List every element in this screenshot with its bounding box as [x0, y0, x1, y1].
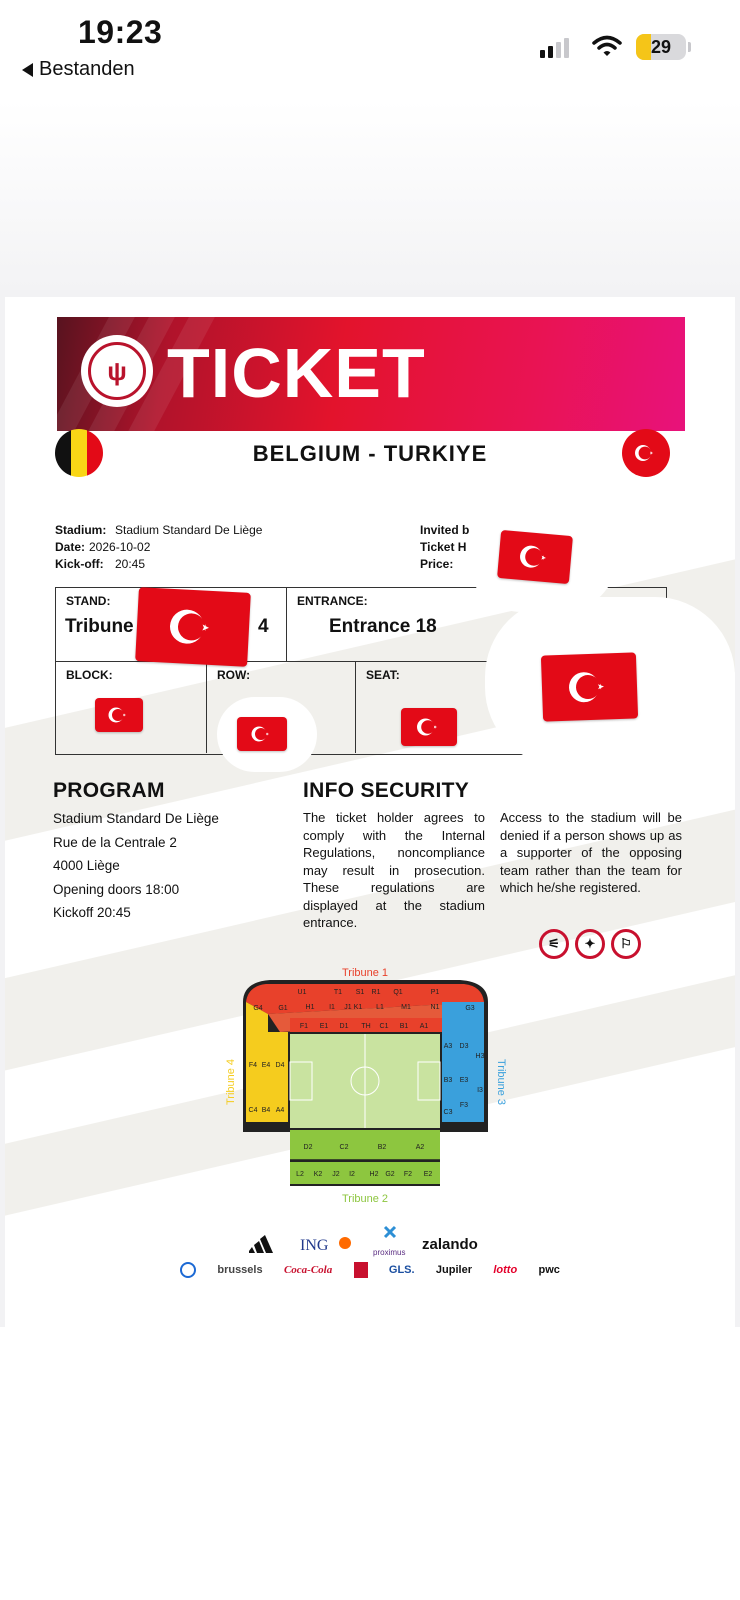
sponsor-ing: ING — [300, 1237, 329, 1254]
ticket-holder-label: Ticket H — [420, 540, 467, 554]
match-title: BELGIUM - TURKIYE — [252, 441, 488, 466]
stadium-block-label: L2 — [296, 1171, 304, 1178]
stadium-map — [220, 962, 510, 1212]
stadium-block-label: D2 — [303, 1144, 313, 1151]
sponsor-zalando: zalando — [422, 1236, 478, 1253]
back-label: Bestanden — [39, 58, 135, 80]
stadium-block-label: I2 — [349, 1171, 355, 1178]
status-time: 19:23 — [78, 14, 163, 50]
ticket-banner — [57, 317, 685, 431]
invited-label: Invited b — [420, 523, 470, 537]
stadium-block-label: N1 — [430, 1004, 440, 1011]
stadium-block-label: TH — [361, 1023, 371, 1030]
date-value: 2026-10-02 — [89, 540, 151, 554]
kickoff-value: 20:45 — [115, 557, 146, 571]
tribune-3-label: Tribune 3 — [495, 1058, 507, 1106]
stadium-block-label: A3 — [443, 1043, 453, 1050]
stadium-block-label: Q1 — [393, 989, 403, 996]
stand-label: STAND: — [66, 594, 111, 608]
stadium-value: Stadium Standard De Liège — [115, 523, 263, 537]
stadium-block-label: F1 — [299, 1023, 309, 1030]
row-label: ROW: — [217, 668, 251, 682]
back-arrow-icon — [22, 63, 33, 77]
stadium-block-label: H1 — [305, 1004, 315, 1011]
turkey-flag-icon — [401, 708, 457, 746]
stadium-block-label: A4 — [275, 1107, 285, 1114]
secondary-sponsors — [180, 1260, 560, 1280]
stadium-block-label: B4 — [261, 1107, 271, 1114]
stadium-block-label: A1 — [419, 1023, 429, 1030]
entrance-label: ENTRANCE: — [297, 594, 368, 608]
stadium-block-label: P1 — [430, 989, 440, 996]
stadium-block-label: G1 — [278, 1005, 288, 1012]
stadium-block-label: B3 — [443, 1077, 453, 1084]
stadium-block-label: J2 — [332, 1171, 340, 1178]
stand-number: 4 — [258, 616, 269, 637]
stadium-block-label: L1 — [376, 1004, 384, 1011]
viewer-background — [0, 100, 740, 290]
stadium-block-label: R1 — [371, 989, 381, 996]
stadium-label: Stadium: — [55, 523, 107, 537]
main-sponsors — [245, 1221, 505, 1261]
program-line: Rue de la Centrale 2 — [53, 834, 177, 850]
stadium-block-label: F2 — [403, 1171, 413, 1178]
stadium-block-label: H2 — [369, 1171, 379, 1178]
program-line: Opening doors 18:00 — [53, 881, 180, 897]
stadium-block-label: C1 — [379, 1023, 389, 1030]
no-fireworks-icon: ✦ — [575, 929, 605, 959]
stadium-block-label: U1 — [297, 989, 307, 996]
stadium-block-label: D3 — [459, 1043, 469, 1050]
stadium-block-label: M1 — [401, 1004, 411, 1011]
stadium-block-label: B2 — [377, 1144, 387, 1151]
adidas-logo-icon — [249, 1235, 273, 1253]
battery-icon — [636, 34, 686, 60]
stadium-block-label: F3 — [459, 1102, 469, 1109]
date-label: Date: — [55, 540, 86, 554]
stadium-block-label: T1 — [333, 989, 343, 996]
stadium-block-label: C2 — [339, 1144, 349, 1151]
block-label: BLOCK: — [66, 668, 113, 682]
stadium-block-label: F4 — [248, 1062, 258, 1069]
tribune-1-label: Tribune 1 — [341, 967, 389, 979]
kickoff-label: Kick-off: — [55, 557, 104, 571]
sponsor-proximus: proximus — [373, 1248, 406, 1257]
battery-level: 29 — [650, 37, 672, 57]
tribune-4-label: Tribune 4 — [225, 1058, 237, 1106]
program-line: 4000 Liège — [53, 858, 120, 873]
security-text-col2: Access to the stadium will be denied if a person shows up as a supporter of the opposing team rather than the team for which he/she registered. — [500, 810, 682, 895]
stadium-block-label: G2 — [385, 1171, 395, 1178]
entrance-value: Entrance 18 — [329, 616, 437, 637]
wifi-icon — [592, 34, 622, 58]
match-info — [55, 522, 262, 573]
stadium-block-label: D4 — [275, 1062, 285, 1069]
sponsor-gls: GLS. — [388, 1264, 415, 1276]
price-label: Price: — [420, 557, 454, 571]
cote-dor-logo-icon — [354, 1262, 368, 1278]
stadium-block-label: K1 — [353, 1004, 363, 1011]
signal-icon — [540, 38, 569, 58]
stadium-block-label: B1 — [399, 1023, 409, 1030]
stadium-block-label: G4 — [253, 1005, 263, 1012]
no-smoking-icon: ⚟ — [539, 929, 569, 959]
turkey-flag-icon — [237, 717, 287, 751]
ticket-document — [5, 297, 735, 1327]
stadium-block-label: K2 — [313, 1171, 323, 1178]
turkey-flag-icon — [497, 530, 573, 584]
ticket-heading: TICKET — [167, 334, 426, 412]
security-text-col1: The ticket holder agrees to comply with the Internal Regulations, noncompliance may result in prosecution. These regulations are displayed at the stadium entrance. — [303, 810, 485, 930]
stadium-block-label: J1 — [344, 1004, 352, 1011]
stadium-block-label: A2 — [415, 1144, 425, 1151]
sponsor-pwc: pwc — [538, 1264, 560, 1276]
stadium-block-label: C3 — [443, 1109, 453, 1116]
stadium-block-label: S1 — [355, 989, 365, 996]
program-heading: PROGRAM — [53, 779, 165, 802]
stadium-block-label: E4 — [261, 1062, 271, 1069]
viewer-background-bottom — [0, 1327, 740, 1600]
stadium-block-label: D1 — [339, 1023, 349, 1030]
sponsor-coca-cola: Coca-Cola — [283, 1264, 333, 1276]
status-bar — [0, 0, 740, 100]
battery-cap — [688, 42, 691, 52]
no-glass-icon: ⚐ — [611, 929, 641, 959]
sponsor-lotto: lotto — [493, 1264, 518, 1276]
stadium-block-label: C4 — [248, 1107, 258, 1114]
stadium-block-label: G3 — [465, 1005, 475, 1012]
red-devils-emblem-icon: ψ — [81, 335, 153, 407]
stadium-block-label: H3 — [475, 1053, 485, 1060]
stand-value: Tribune — [65, 616, 134, 637]
turkey-flag-icon — [541, 652, 638, 721]
security-heading: INFO SECURITY — [303, 779, 470, 802]
stadium-block-label: E3 — [459, 1077, 469, 1084]
stadium-block-label: I1 — [329, 1004, 335, 1011]
back-to-files-button[interactable] — [22, 58, 135, 81]
entrance-cell — [287, 588, 517, 662]
stadium-block-label: E2 — [423, 1171, 433, 1178]
stadium-block-label: I3 — [477, 1087, 483, 1094]
program-line: Stadium Standard De Liège — [53, 811, 219, 826]
program-line: Kickoff 20:45 — [53, 905, 131, 920]
turkey-flag-icon — [135, 587, 251, 667]
stadium-block-label: E1 — [319, 1023, 329, 1030]
sponsor-jupiler: Jupiler — [435, 1264, 472, 1276]
holder-info — [420, 522, 469, 573]
program-list — [53, 807, 219, 925]
turkey-flag-icon — [95, 698, 143, 732]
sponsor-brussels: brussels — [217, 1264, 263, 1276]
bmw-logo-icon — [180, 1262, 196, 1278]
tribune-2-label: Tribune 2 — [341, 1193, 389, 1205]
seat-label: SEAT: — [366, 668, 400, 682]
